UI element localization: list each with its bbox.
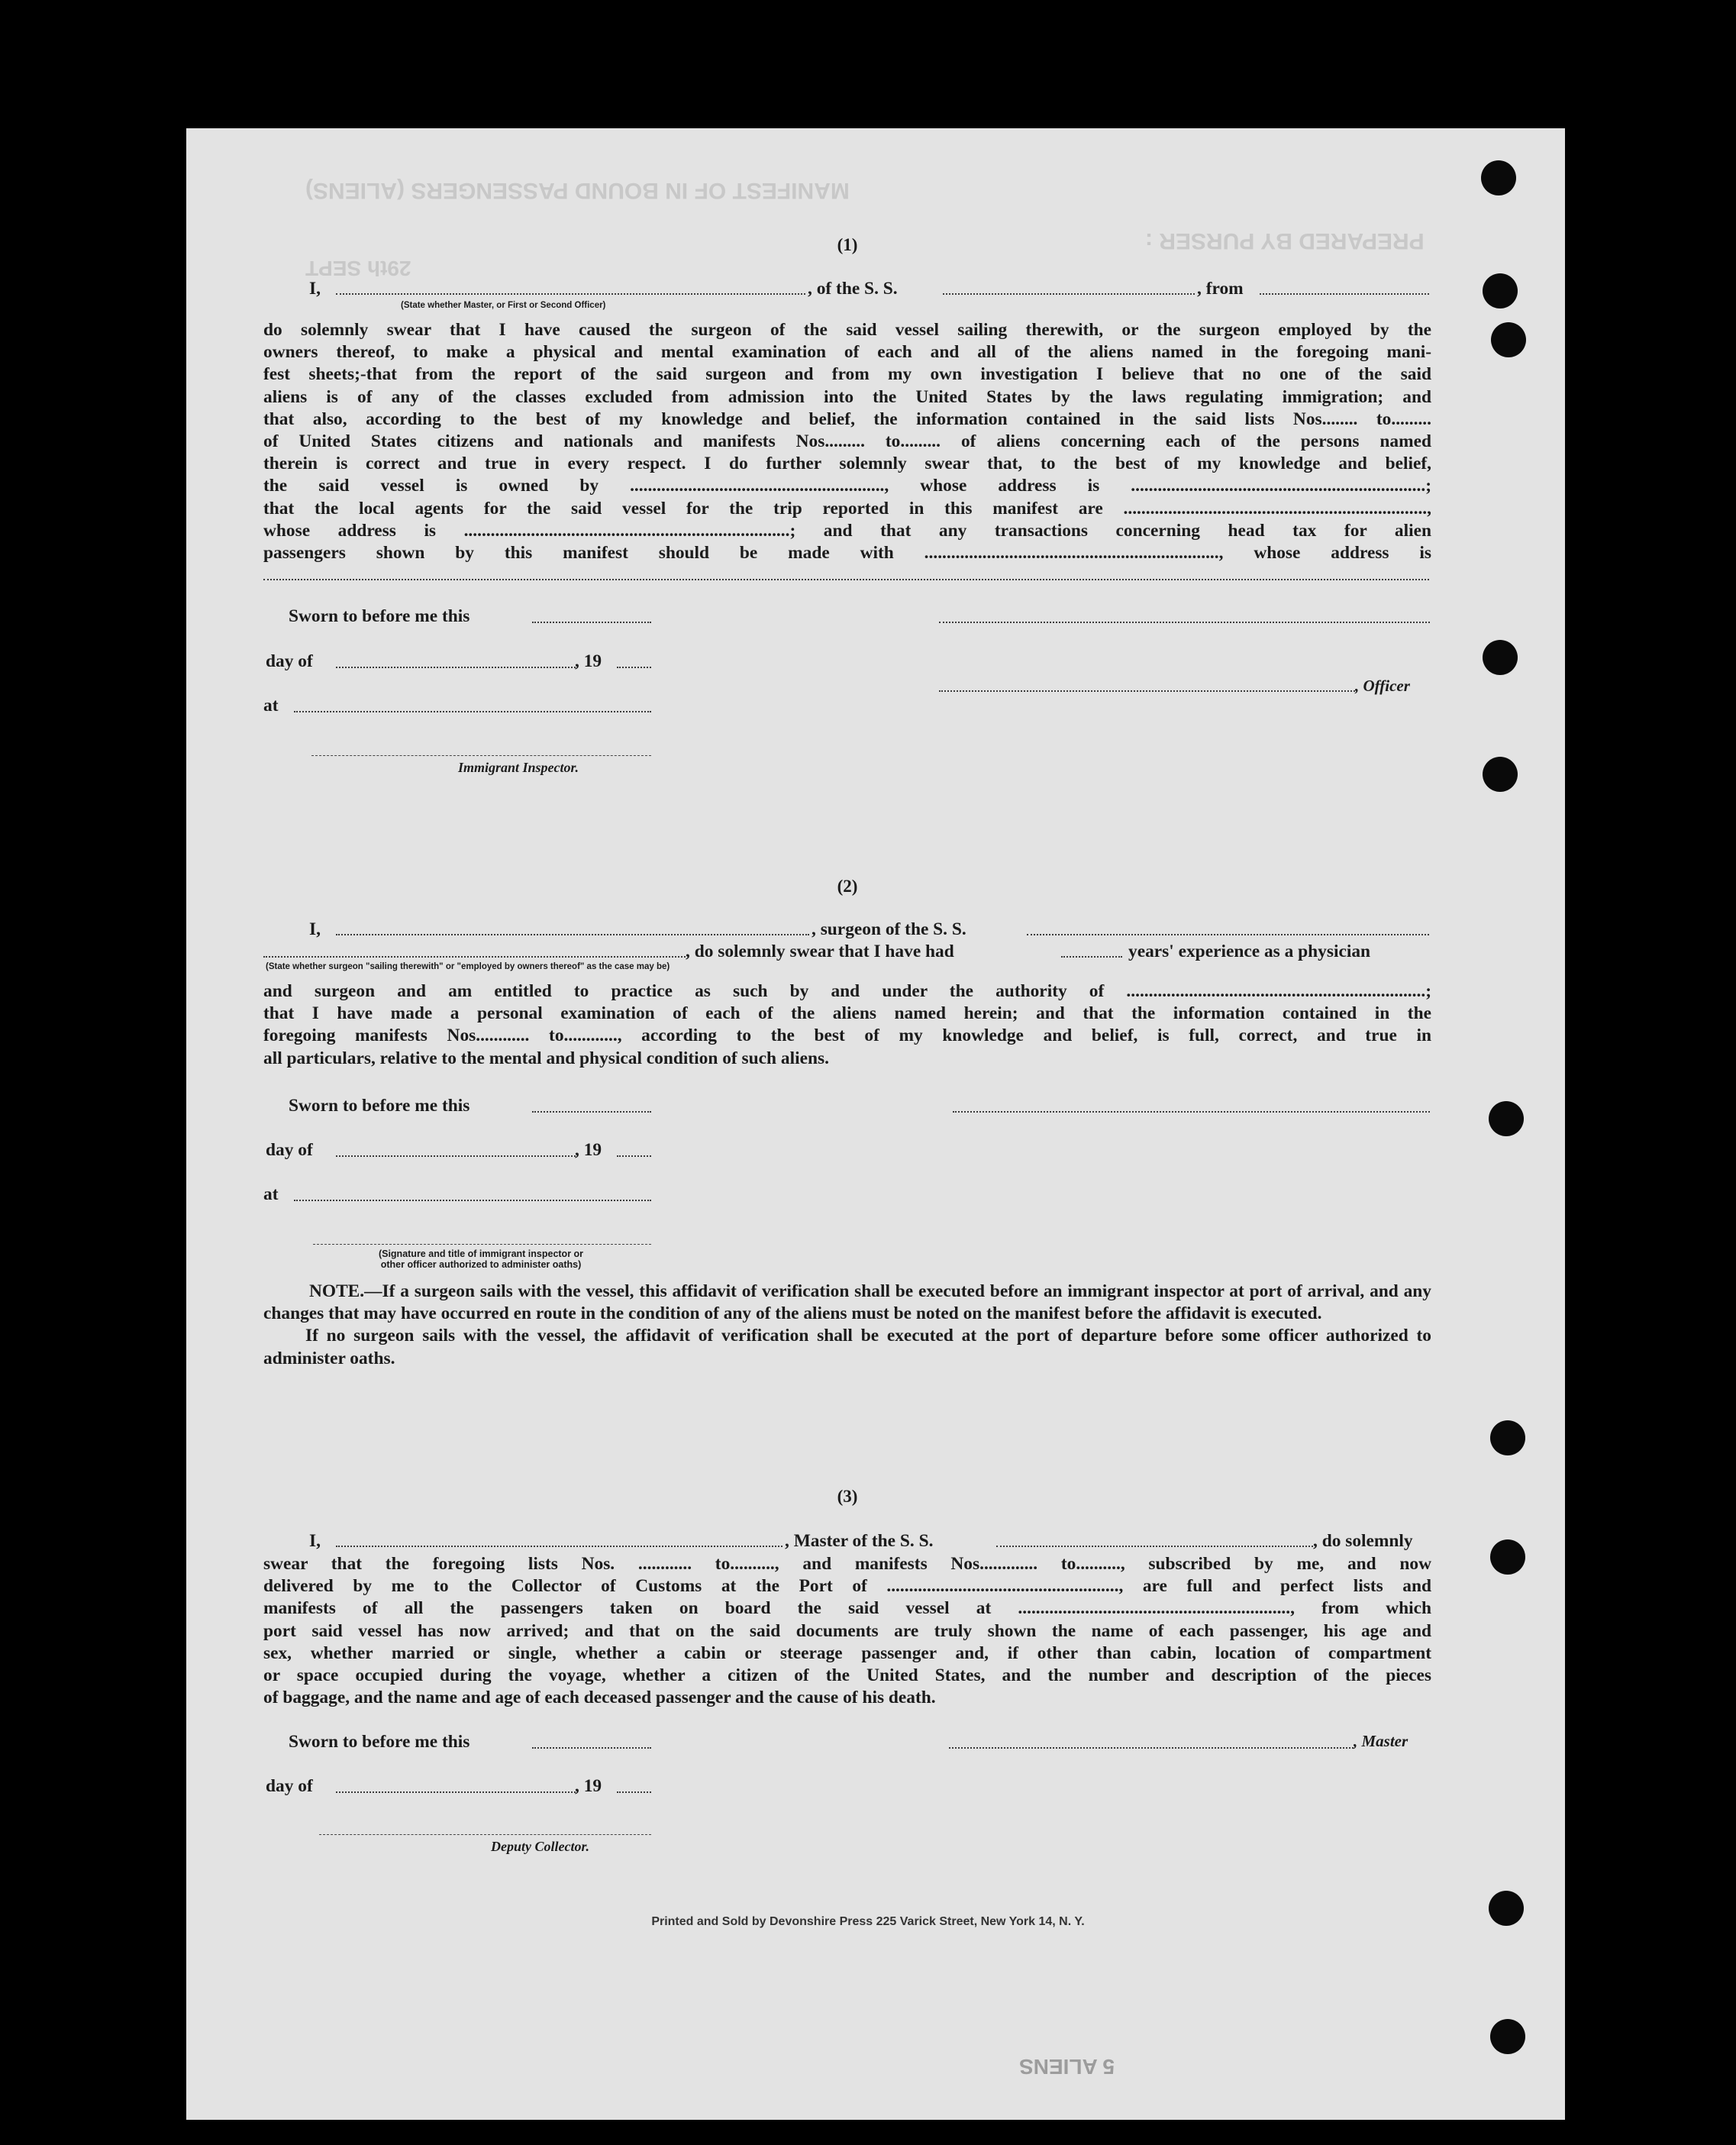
s3-line-3: manifests of all the passengers taken on board the said vessel at ............................................................., from which [263,1598,1431,1619]
s1-year-label: , 19 [575,651,602,671]
s3-sworn-blank [532,1746,651,1749]
binder-hole-4 [1483,640,1518,675]
s1-line-8: the said vessel is owned by ........................................................., whose address is ..................................................................; [263,476,1431,496]
s3-line-6: or space occupied during the voyage, whether a citizen of the United States, and the number and description of the pieces [263,1665,1431,1686]
s2-surgeon-label: , surgeon of the S. S. [812,919,966,939]
section-1-number: (1) [837,235,858,254]
s2-note [263,1281,1431,1370]
s1-line-11: passengers shown by this manifest should be made with .................................................................., whose address is [263,543,1431,564]
s2-day-blank [336,1154,576,1157]
s2-years-blank [1061,955,1122,958]
s1-year-blank [617,665,651,668]
s2-sworn-label: Sworn to before me this [289,1096,470,1116]
s3-year-label: , 19 [575,1776,602,1796]
s2-year-blank [617,1154,651,1157]
s1-rank-caption: (State whether Master, or First or Second Officer) [401,301,606,310]
s3-line-7: of baggage, and the name and age of each deceased passenger and the cause of his death. [263,1688,936,1708]
s1-name-blank [336,292,805,295]
s1-from-label: , from [1197,279,1244,299]
s3-oath-body [263,1553,1431,1709]
s3-deputy-line [319,1833,651,1835]
binder-hole-6 [1489,1101,1524,1136]
printer-footer: Printed and Sold by Devonshire Press 225 Varick Street, New York 14, N. Y. [651,1915,1085,1928]
s1-line-7: therein is correct and true in every respect. I do further solemnly swear that, to the best of my knowledge and belief, [263,454,1431,474]
s1-address-blank [263,577,1429,580]
s3-master-sign-blank [949,1746,1354,1749]
s1-line-2: owners thereof, to make a physical and mental examination of each and all of the aliens named in the foregoing mani- [263,342,1431,363]
bleed-through-prepared: PREPARED BY PURSER : [1145,228,1425,254]
s3-i-label: I, [309,1531,321,1551]
s1-from-blank [1260,292,1429,295]
s3-master-sign-label: , Master [1354,1732,1408,1750]
s1-day-blank [336,665,576,668]
section-2-number: (2) [837,877,858,896]
binder-hole-5 [1483,757,1518,792]
binder-hole-2 [1483,273,1518,309]
s2-status-blank [263,955,686,958]
s1-line-3: fest sheets;-that from the report of the said surgeon and from my own investigation I believe that no one of the said [263,364,1431,385]
binder-hole-8 [1490,1539,1525,1575]
s2-signature-line [313,1243,651,1245]
s3-name-blank [336,1544,782,1547]
s3-line-2: delivered by me to the Collector of Customs at the Port of ...................................................., are full and perfect lists and [263,1576,1431,1597]
s3-line-5: sex, whether married or single, whether a cabin or steerage passenger and, if other than cabin, location of compartment [263,1643,1431,1663]
binder-hole-7 [1490,1420,1525,1455]
s3-sworn-label: Sworn to before me this [289,1732,470,1752]
s2-line-2: that I have made a personal examination of each of the aliens named herein; and that the information contained in the [263,1003,1431,1024]
s1-line-6: of United States citizens and nationals and manifests Nos......... to......... of aliens concerning each of the persons named [263,431,1431,452]
s1-line-10: whose address is .........................................................................; and that any transactions concerning head tax for alien [263,520,1431,541]
s1-at-blank [294,709,651,712]
s2-line-1: and surgeon and am entitled to practice as such by and under the authority of ...................................................................; [263,981,1431,1001]
s1-at-label: at [263,696,279,716]
s2-swear-label: , do solemnly swear that I have had [686,942,954,961]
s2-name-blank [336,932,809,935]
s2-i-label: I, [309,919,321,939]
s2-day-of-label: day of [266,1140,313,1160]
s2-at-label: at [263,1184,279,1204]
s3-vessel-blank [996,1544,1313,1547]
bleed-through-header: MANIFEST OF IN BOUND PASSENGERS (ALIENS) [305,178,850,203]
s2-vessel-blank [1027,932,1429,935]
s1-of-ss-label: , of the S. S. [808,279,898,299]
s1-line-4: aliens is of any of the classes excluded from admission into the United States by the laws regulating immigration; and [263,386,1431,407]
binder-hole-1 [1481,160,1516,195]
s1-officer-sign-blank [939,620,1430,623]
s1-vessel-blank [943,292,1195,295]
s1-sworn-label: Sworn to before me this [289,606,470,626]
s1-i-label: I, [309,279,321,299]
s3-line-4: port said vessel has now arrived; and that on the said documents are truly shown the name of each passenger, his age and [263,1620,1431,1641]
s3-deputy-caption: Deputy Collector. [491,1839,589,1854]
s3-year-blank [617,1790,651,1793]
s2-year-label: , 19 [575,1140,602,1160]
bleed-through-aliens: 5 ALIENS [1019,2055,1115,2079]
binder-hole-10 [1490,2019,1525,2054]
s2-line-3: foregoing manifests Nos............ to............, according to the best of my knowledge and belief, is full, correct, and true in [263,1026,1431,1046]
s3-line-1: swear that the foregoing lists Nos. ............ to.........., and manifests Nos............. to.........., subscribed by me, and now [263,1554,1431,1574]
s1-officer-label: , Officer [1355,677,1410,695]
s1-inspector-line [311,754,651,756]
s2-oath-body [263,980,1431,1070]
s3-solemnly-label: , do solemnly [1313,1531,1413,1551]
s1-officer-blank [939,689,1355,692]
s1-day-of-label: day of [266,651,313,671]
binder-hole-3 [1491,322,1526,357]
s2-at-blank [294,1198,651,1201]
s2-note-paragraph-2: If no surgeon sails with the vessel, the affidavit of verification shall be executed at the port of departure before some officer authorized to administer oaths. [263,1326,1431,1368]
s1-line-9: that the local agents for the said vessel for the trip reported in this manifest are ...................................................................., [263,498,1431,518]
s2-note-text: —If a surgeon sails with the vessel, this affidavit of verification shall be executed before an immigrant inspector at port of arrival, and any changes that may have occurred en route in the condition of any of the aliens must be noted on the manifest before the affidavit is executed. [263,1281,1431,1324]
s2-sig-caption-2: other officer authorized to administer oaths) [380,1259,582,1270]
s2-status-caption: (State whether surgeon "sailing therewith" or "employed by owners thereof" as the case may be) [266,962,670,971]
s2-surgeon-sign-blank [953,1110,1430,1113]
s3-master-label: , Master of the S. S. [785,1531,934,1551]
s1-inspector-caption: Immigrant Inspector. [458,760,579,775]
s1-line-5: that also, according to the best of my knowledge and belief, the information contained in the said lists Nos........ to......... [263,409,1431,429]
section-3-number: (3) [837,1487,858,1506]
s3-day-blank [336,1790,576,1793]
s2-note-label: NOTE. [309,1281,365,1301]
s3-day-of-label: day of [266,1776,313,1796]
s2-line-4: all particulars, relative to the mental and physical condition of such aliens. [263,1048,829,1068]
s1-line-1: do solemnly swear that I have caused the surgeon of the said vessel sailing therewith, or the surgeon employed by the [263,320,1431,340]
s2-years-label: years' experience as a physician [1128,942,1371,961]
s1-oath-body [263,319,1431,564]
s2-note-paragraph [263,1281,1431,1325]
bleed-through-date: 29th SEPT [305,257,411,280]
s2-sworn-blank [532,1110,651,1113]
s1-sworn-blank [532,620,651,623]
s2-sig-caption-1: (Signature and title of immigrant inspector or [378,1249,584,1259]
